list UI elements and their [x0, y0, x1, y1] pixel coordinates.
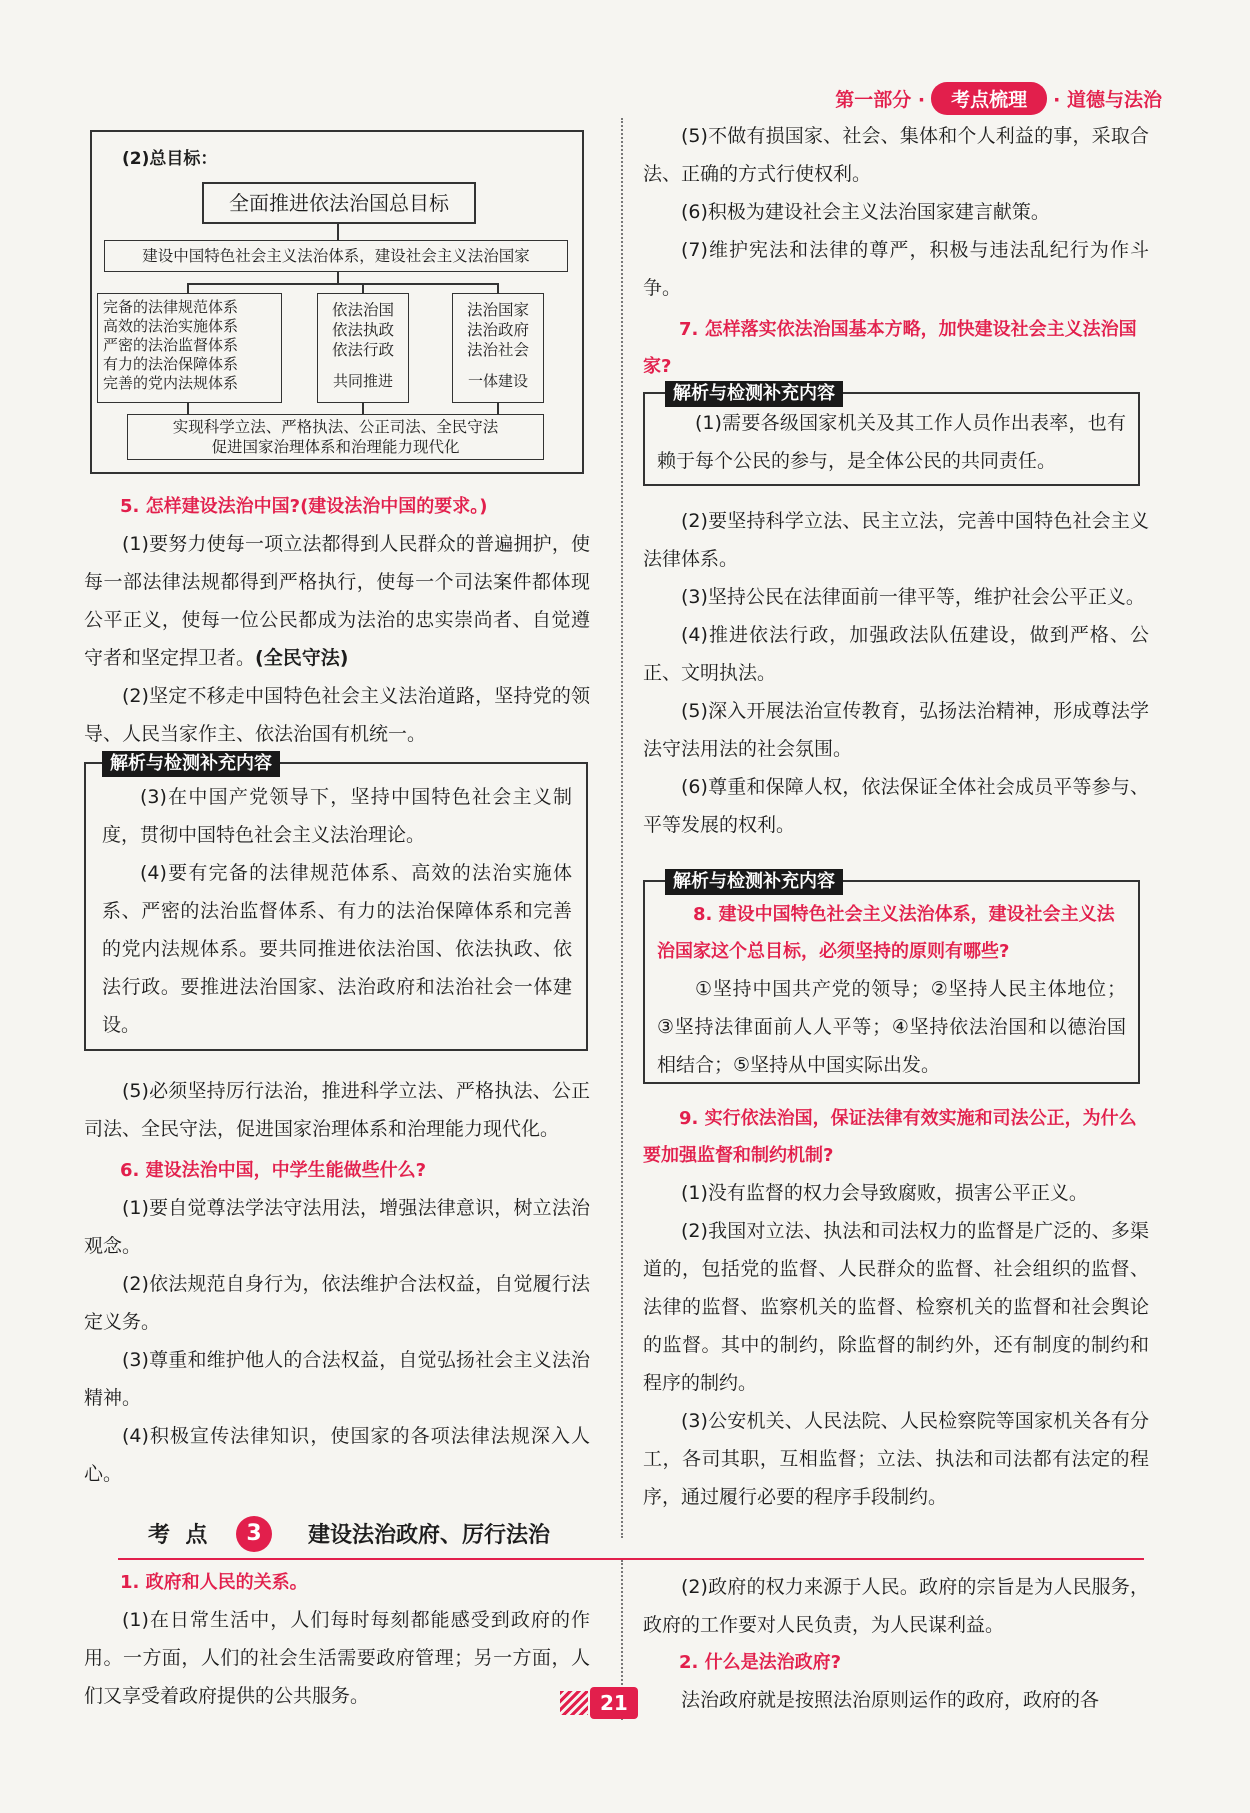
- header-subject: · 道德与法治: [1053, 89, 1162, 111]
- q6-paragraph-2: (2)依法规范自身行为，依法维护合法权益，自觉履行法定义务。: [84, 1273, 590, 1333]
- diagram-subtitle: 建设中国特色社会主义法治体系，建设社会主义法治国家: [104, 240, 568, 272]
- page-header: [835, 82, 1162, 115]
- speed-lines-icon: [560, 1691, 588, 1715]
- left-column-lower: [84, 1072, 590, 1493]
- q9-paragraph-2: (2)我国对立法、执法和司法权力的监督是广泛的、多渠道的，包括党的监督、人民群众的监督、社会组织的监督、法律的监督、监察机关的监督、检察机关的监督和社会舆论的监督。其中的制约，除监督的制约外，还有制度的制约和程序的制约。: [643, 1220, 1149, 1394]
- question-9: 9. 实行依法治国，保证法律有效实施和司法公正，为什么要加强监督和制约机制?: [643, 1108, 1137, 1166]
- bottom-right: [643, 1568, 1149, 1719]
- right-box1-title: 解析与检测补充内容: [665, 381, 843, 407]
- section-q1: 1. 政府和人民的关系。: [120, 1572, 308, 1593]
- header-tag: 考点梳理: [931, 82, 1047, 115]
- right-box1-p1: (1)需要各级国家机关及其工作人员作出表率，也有赖于每个公民的参与，是全体公民的共同责任。: [657, 412, 1126, 472]
- q9-paragraph-3: (3)公安机关、人民法院、人民检察院等国家机关各有分工，各司其职，互相监督；立法、执法和司法都有法定的程序，通过履行必要的程序手段制约。: [643, 1410, 1149, 1508]
- left-box-p2: (4)要有完备的法律规范体系、高效的法治实施体系、严密的法治监督体系、有力的法治保障体系和完善的党内法规体系。要共同推进依法治国、依法执政、依法行政。要推进法治国家、法治政府和法治社会一体建设。: [102, 862, 572, 1036]
- diagram-col2: 依法治国 依法执政 依法行政 共同推进: [317, 293, 409, 403]
- question-7: 7. 怎样落实依法治国基本方略，加快建设社会主义法治国家?: [643, 319, 1137, 377]
- diagram-bottom: 实现科学立法、严格执法、公正司法、全民守法 促进国家治理体系和治理能力现代化: [127, 414, 544, 460]
- question-6: 6. 建设法治中国，中学生能做些什么?: [120, 1160, 427, 1181]
- left-box-title: 解析与检测补充内容: [102, 751, 280, 777]
- right-supplement-box-2: [643, 871, 1140, 1084]
- diagram-label: (2)总目标：: [122, 149, 218, 169]
- left-column-upper: [84, 488, 590, 753]
- q9-paragraph-1: (1)没有监督的权力会导致腐败，损害公平正义。: [681, 1182, 1088, 1204]
- diagram-col3: 法治国家 法治政府 法治社会 一体建设: [452, 293, 544, 403]
- right-box2-title: 解析与检测补充内容: [665, 869, 843, 895]
- right-paragraph-7: (7)维护宪法和法律的尊严，积极与违法乱纪行为作斗争。: [643, 239, 1149, 299]
- q7-paragraph-5: (5)深入开展法治宣传教育，弘扬法治精神，形成尊法学法守法用法的社会氛围。: [643, 700, 1149, 760]
- right-supplement-box-1: [643, 383, 1140, 486]
- q7-paragraph-4: (4)推进依法行政，加强政法队伍建设，做到严格、公正、文明执法。: [643, 624, 1149, 684]
- section-q2-p1: 法治政府就是按照法治原则运作的政府，政府的各: [681, 1689, 1100, 1711]
- left-box-p1: (3)在中国产党领导下，坚持中国特色社会主义制度，贯彻中国特色社会主义法治理论。: [102, 786, 572, 846]
- q7-paragraph-6: (6)尊重和保障人权，依法保证全体社会成员平等参与、平等发展的权利。: [643, 776, 1149, 836]
- column-divider: [621, 118, 623, 1538]
- right-column-middle: [643, 502, 1149, 844]
- page-number-badge: [560, 1684, 638, 1722]
- q6-paragraph-1: (1)要自觉尊法学法守法用法，增强法律意识，树立法治观念。: [84, 1197, 590, 1257]
- right-paragraph-5: (5)不做有损国家、社会、集体和个人利益的事，采取合法、正确的方式行使权利。: [643, 125, 1149, 185]
- q7-paragraph-2: (2)要坚持科学立法、民主立法，完善中国特色社会主义法律体系。: [643, 510, 1149, 570]
- section-label: 考 点: [148, 1523, 208, 1548]
- section-heading: [118, 1512, 1144, 1560]
- q6-paragraph-4: (4)积极宣传法律知识，使国家的各项法律法规深入人心。: [84, 1425, 590, 1485]
- q5-paragraph-2: (2)坚定不移走中国特色社会主义法治道路，坚持党的领导、人民当家作主、依法治国有机统一。: [84, 685, 590, 745]
- bottom-left: [84, 1564, 590, 1715]
- section-q1-p1: (1)在日常生活中，人们每时每刻都能感受到政府的作用。一方面，人们的社会生活需要政府管理；另一方面，人们又享受着政府提供的公共服务。: [84, 1609, 590, 1707]
- right-column-upper: [643, 117, 1149, 385]
- q5-paragraph-5: (5)必须坚持厉行法治，推进科学立法、严格执法、公正司法、全民守法，促进国家治理体系和治理能力现代化。: [84, 1080, 590, 1140]
- right-column-lower: [643, 1100, 1149, 1516]
- diagram-col1: 完备的法律规范体系 高效的法治实施体系 严密的法治监督体系 有力的法治保障体系 完善的党内法规体系: [97, 293, 282, 403]
- left-supplement-box: [84, 753, 588, 1051]
- header-part: 第一部分 ·: [835, 89, 926, 111]
- goal-diagram: [90, 130, 584, 474]
- question-8: 8. 建设中国特色社会主义法治体系，建设社会主义法治国家这个总目标，必须坚持的原则有哪些?: [657, 904, 1115, 962]
- question-5: 5. 怎样建设法治中国?(建设法治中国的要求。): [120, 496, 488, 517]
- diagram-title: 全面推进依法治国总目标: [202, 182, 476, 224]
- q6-paragraph-3: (3)尊重和维护他人的合法权益，自觉弘扬社会主义法治精神。: [84, 1349, 590, 1409]
- q7-paragraph-3: (3)坚持公民在法律面前一律平等，维护社会公平正义。: [681, 586, 1145, 608]
- q5-paragraph-1: (1)要努力使每一项立法都得到人民群众的普遍拥护，使每一部法律法规都得到严格执行，使每一个司法案件都体现公平正义，使每一位公民都成为法治的忠实崇尚者、自觉遵守者和坚定捍卫者。(全民守法): [84, 533, 590, 669]
- section-q2: 2. 什么是法治政府?: [679, 1652, 842, 1673]
- right-paragraph-6: (6)积极为建设社会主义法治国家建言献策。: [681, 201, 1050, 223]
- section-number: 3: [236, 1516, 272, 1552]
- page-number: 21: [590, 1687, 638, 1719]
- section-q1-p2: (2)政府的权力来源于人民。政府的宗旨是为人民服务，政府的工作要对人民负责，为人民谋利益。: [643, 1576, 1149, 1636]
- section-title: 建设法治政府、厉行法治: [308, 1523, 551, 1548]
- q8-answer: ①坚持中国共产党的领导；②坚持人民主体地位；③坚持法律面前人人平等；④坚持依法治国和以德治国相结合；⑤坚持从中国实际出发。: [657, 978, 1126, 1076]
